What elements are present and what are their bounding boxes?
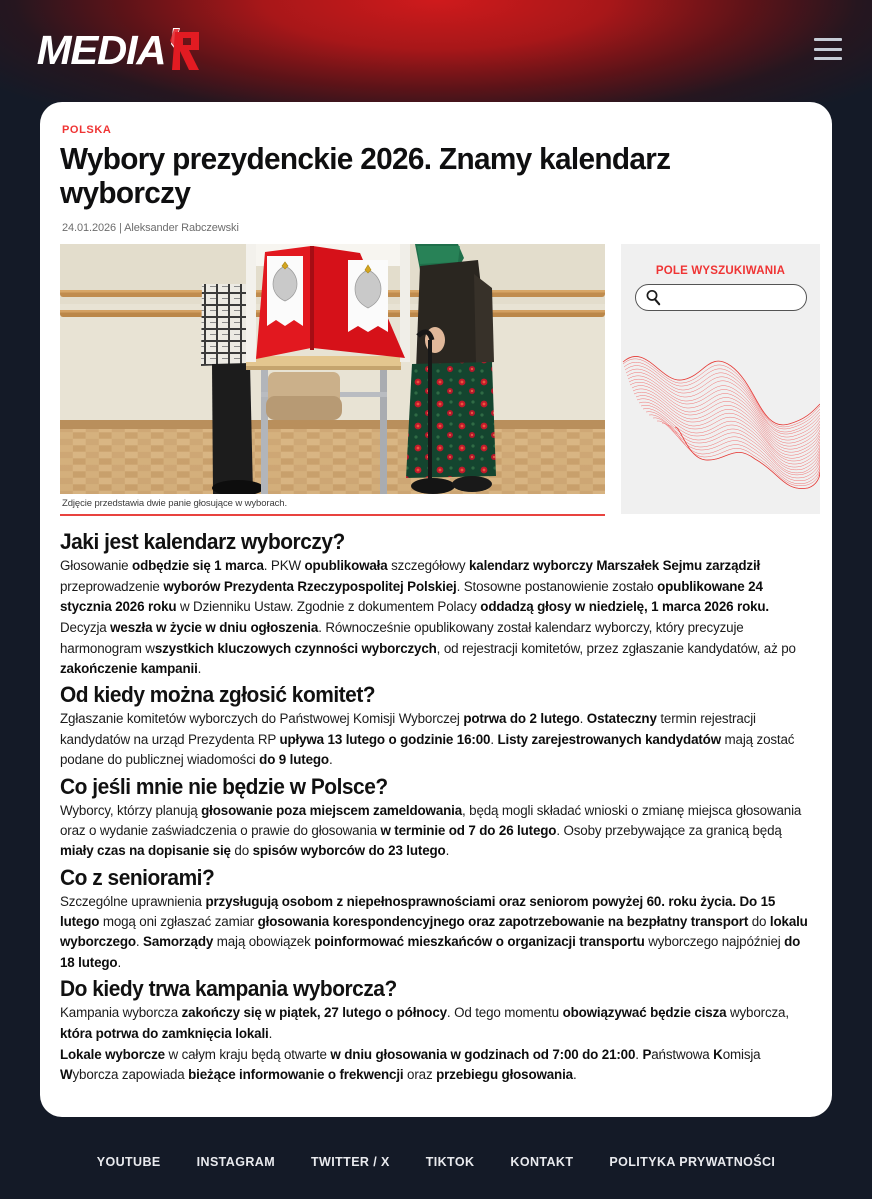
body-text: . bbox=[117, 954, 122, 970]
body-text: mają obowiązek bbox=[213, 934, 315, 950]
paragraph bbox=[60, 556, 812, 617]
footer-link-youtube[interactable]: YOUTUBE bbox=[96, 1154, 161, 1169]
bold-text: opublikowała bbox=[304, 558, 388, 574]
search-box[interactable] bbox=[635, 284, 807, 311]
body-text: . bbox=[579, 711, 587, 727]
section-heading: Co jeśli mnie nie będzie w Polsce? bbox=[60, 773, 388, 799]
hamburger-menu-icon[interactable] bbox=[814, 38, 842, 60]
body-text: . bbox=[635, 1046, 643, 1062]
bold-text: głosowania korespondencyjnego oraz zapotrzebowanie na bezpłatny transport bbox=[257, 914, 749, 930]
body-text: szczegółowy bbox=[387, 558, 469, 574]
body-text: do bbox=[230, 843, 253, 859]
body-text: wyborcza, bbox=[726, 1005, 789, 1021]
bold-text: zakończenie kampanii bbox=[60, 661, 198, 677]
bold-text: miały czas na dopisanie się bbox=[60, 843, 231, 859]
hamburger-bar-2 bbox=[814, 48, 842, 51]
body-text: . Stosowne postanowienie zostało bbox=[456, 578, 658, 594]
bold-text: przysługują osobom z niepełnosprawnościami oraz seniorom powyżej 60. roku życia. Do 15 lutego bbox=[60, 893, 776, 930]
section-heading: Od kiedy można zgłosić komitet? bbox=[60, 682, 376, 708]
article-card bbox=[40, 102, 832, 1117]
bold-text: wyborów Prezydenta Rzeczypospolitej Polskiej bbox=[163, 578, 457, 594]
bold-text: do 9 lutego bbox=[259, 752, 329, 768]
decorative-wave-graphic bbox=[621, 314, 820, 514]
footer-link-kontakt[interactable]: KONTAKT bbox=[510, 1154, 574, 1169]
body-text: . bbox=[490, 731, 498, 747]
bold-text: obowiązywać będzie cisza bbox=[562, 1005, 727, 1021]
bold-text: która potrwa do zamknięcia lokali bbox=[60, 1025, 269, 1041]
photo-column bbox=[60, 244, 605, 516]
body-text: do bbox=[748, 914, 770, 930]
body-text: mogą oni zgłaszać zamiar bbox=[99, 914, 258, 930]
footer-link-polityka-prywatno-ci[interactable]: POLITYKA PRYWATNOŚCI bbox=[609, 1154, 776, 1169]
logo-r-mark-icon bbox=[159, 26, 203, 74]
hamburger-bar-1 bbox=[814, 38, 842, 41]
body-text: Wyborcy, którzy planują bbox=[60, 802, 202, 818]
site-logo[interactable] bbox=[38, 26, 203, 74]
magnifier-icon bbox=[645, 289, 662, 306]
paragraph bbox=[60, 618, 812, 679]
body-text: Kampania wyborcza bbox=[60, 1005, 182, 1021]
body-text: termin rejestracji kandydatów na urząd Prezydenta RP bbox=[60, 711, 756, 747]
search-panel bbox=[621, 244, 820, 514]
article-byline: 24.01.2026 | Aleksander Rabczewski bbox=[62, 222, 239, 235]
page-title: Wybory prezydenckie 2026. Znamy kalendarz wyborczy bbox=[60, 141, 671, 211]
photo-caption: Zdjęcie przedstawia dwie panie głosujące w wyborach. bbox=[62, 498, 288, 510]
bold-text: odbędzie się 1 marca bbox=[132, 558, 264, 574]
bold-text: upływa 13 lutego o godzinie 16:00 bbox=[279, 731, 491, 747]
body-text: mają zostać podane do publicznej wiadomości bbox=[60, 731, 795, 768]
paragraph bbox=[60, 1003, 812, 1044]
footer-link-instagram[interactable]: INSTAGRAM bbox=[196, 1154, 276, 1169]
bold-text: opublikowane 24 stycznia 2026 roku bbox=[60, 578, 763, 614]
bold-text: oddadzą głosy w niedzielę, 1 marca 2026 roku. bbox=[480, 598, 769, 614]
body-text: oraz bbox=[403, 1067, 437, 1083]
caption-divider bbox=[60, 514, 605, 516]
bold-text: K bbox=[713, 1046, 723, 1062]
body-text: Decyzja bbox=[60, 620, 111, 636]
article-photo bbox=[60, 244, 605, 494]
bold-text: lokalu wyborczego bbox=[60, 914, 808, 950]
site-footer bbox=[0, 1117, 872, 1199]
bold-text: kalendarz wyborczy bbox=[468, 558, 593, 574]
section-heading: Do kiedy trwa kampania wyborcza? bbox=[60, 976, 397, 1002]
bold-text: do 18 lutego bbox=[60, 934, 801, 970]
bold-text: w terminie od 7 do 26 lutego bbox=[380, 822, 557, 838]
bold-text: Listy zarejestrowanych kandydatów bbox=[497, 731, 721, 747]
body-text: . bbox=[328, 752, 333, 768]
bold-text: zakończy się w piątek, 27 lutego o północy bbox=[181, 1005, 447, 1021]
paragraph bbox=[60, 892, 812, 974]
body-text: , od rejestracji komitetów, przez zgłaszanie kandydatów, aż po bbox=[436, 640, 796, 656]
bold-text: szystkich kluczowych czynności wyborczych bbox=[154, 640, 437, 656]
site-header bbox=[0, 0, 872, 102]
body-text: yborcza zapowiada bbox=[72, 1067, 189, 1083]
footer-link-tiktok[interactable]: TIKTOK bbox=[425, 1154, 475, 1169]
bold-text: głosowanie poza miejscem zameldowania bbox=[201, 802, 463, 818]
body-text: . Równocześnie opublikowany został kalendarz wyborczy, który precyzuje harmonogram w bbox=[60, 620, 744, 656]
body-text: aństwowa bbox=[651, 1046, 714, 1062]
body-text: . bbox=[572, 1067, 577, 1083]
paragraph bbox=[60, 1045, 812, 1086]
logo-text: MEDIA bbox=[36, 26, 166, 73]
bold-text: W bbox=[60, 1067, 73, 1083]
body-text: , będą mogli składać wnioski o zmianę miejsca głosowania oraz o wydanie zaświadczenia o prawie do głosowania bbox=[60, 802, 802, 838]
paragraph bbox=[60, 801, 812, 862]
body-text: w całym kraju będą otwarte bbox=[164, 1046, 331, 1062]
body-text: przeprowadzenie bbox=[60, 578, 164, 594]
body-text: w Dzienniku Ustaw. Zgodnie z dokumentem Polacy bbox=[176, 598, 481, 614]
search-panel-title: POLE WYSZUKIWANIA bbox=[655, 265, 786, 278]
bold-text: spisów wyborców do 23 lutego bbox=[252, 843, 446, 859]
paragraph bbox=[60, 709, 812, 770]
body-text: . bbox=[197, 661, 202, 677]
body-text: Zgłaszanie komitetów wyborczych do Państwowej Komisji Wyborczej bbox=[60, 711, 464, 727]
bold-text: poinformować mieszkańców o organizacji transportu bbox=[314, 934, 645, 950]
bold-text: Marszałek Sejmu zarządził bbox=[596, 558, 761, 574]
body-text: . Osoby przebywające za granicą będą bbox=[556, 822, 782, 838]
search-input[interactable] bbox=[669, 290, 821, 306]
bold-text: w dniu głosowania w godzinach od 7:00 do 21:00 bbox=[330, 1046, 636, 1062]
bold-text: P bbox=[642, 1046, 652, 1062]
body-text: Szczególne uprawnienia bbox=[60, 893, 206, 909]
body-text: wyborczego najpóźniej bbox=[644, 934, 785, 950]
bold-text: Ostateczny bbox=[586, 711, 657, 727]
article-category[interactable]: POLSKA bbox=[62, 124, 112, 136]
section-heading: Jaki jest kalendarz wyborczy? bbox=[60, 529, 345, 555]
hamburger-bar-3 bbox=[814, 57, 842, 60]
bold-text: weszła w życie w dniu ogłoszenia bbox=[110, 620, 319, 636]
bold-text: przebiegu głosowania bbox=[436, 1067, 573, 1083]
bold-text: potrwa do 2 lutego bbox=[463, 711, 580, 727]
footer-link-twitter-x[interactable]: TWITTER / X bbox=[311, 1154, 390, 1169]
bold-text: Samorządy bbox=[143, 934, 214, 950]
body-text: omisja bbox=[722, 1046, 761, 1062]
bold-text: bieżące informowanie o frekwencji bbox=[188, 1067, 404, 1083]
article-body bbox=[60, 516, 812, 1086]
body-text: . Od tego momentu bbox=[446, 1005, 563, 1021]
body-text: . bbox=[268, 1025, 273, 1041]
body-text: . bbox=[135, 934, 144, 950]
hero-row bbox=[60, 244, 812, 516]
section-heading: Co z seniorami? bbox=[60, 864, 215, 890]
body-text: . PKW bbox=[263, 558, 305, 574]
bold-text: Lokale wyborcze bbox=[60, 1046, 165, 1062]
body-text: Głosowanie bbox=[60, 558, 133, 574]
body-text: . bbox=[445, 843, 450, 859]
